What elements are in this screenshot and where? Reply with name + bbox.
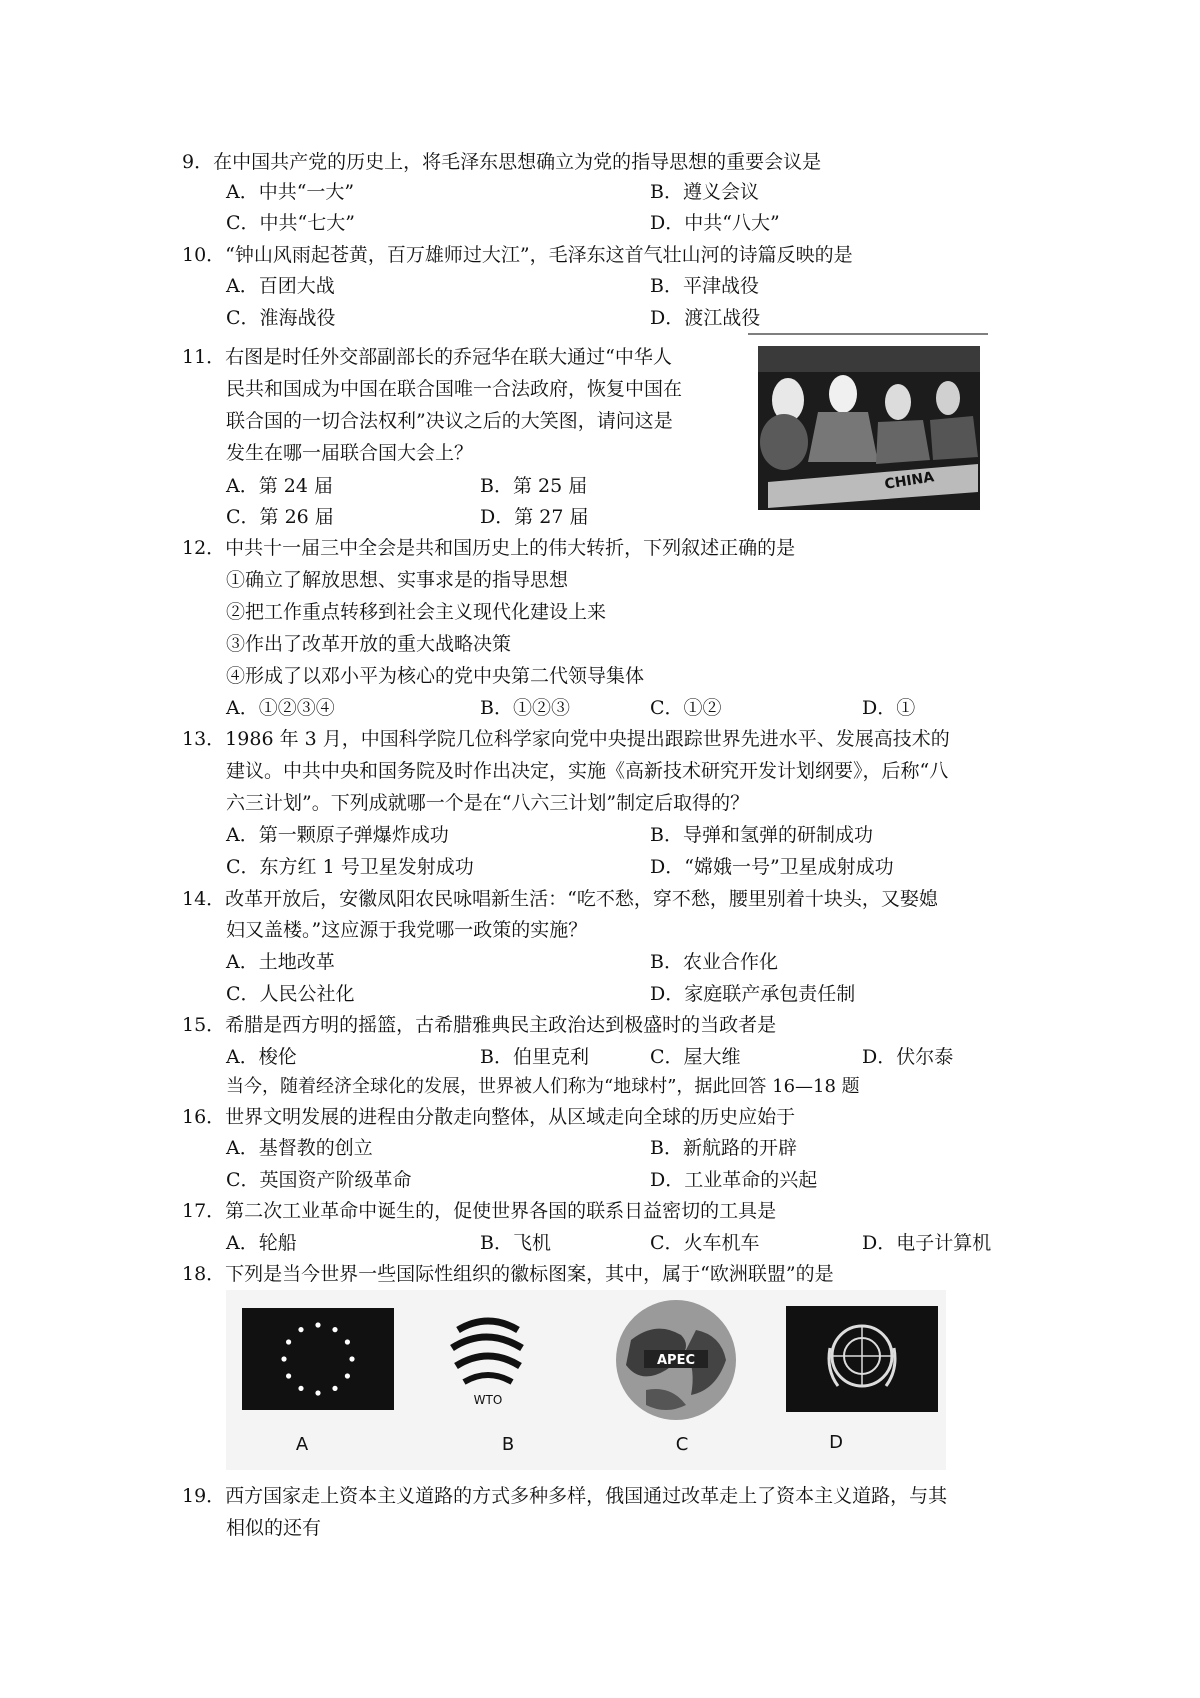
q18-stem: 18．下列是当今世界一些国际性组织的徽标图案，其中，属于“欧洲联盟”的是 (182, 1263, 834, 1285)
section-hint: 当今，随着经济全球化的发展，世界被人们称为“地球村”，据此回答 16—18 题 (226, 1076, 860, 1097)
q9-option-d: D．中共“八大” (650, 212, 780, 234)
q11-option-b: B．第 25 届 (480, 475, 588, 497)
eu-flag-icon (242, 1308, 394, 1410)
q11-stem-line3: 联合国的一切合法权利”决议之后的大笑图，请问这是 (226, 410, 673, 432)
q12-option-a: A．①②③④ (226, 697, 335, 719)
q18-label-d: D (829, 1432, 843, 1453)
apec-globe-icon (616, 1300, 736, 1420)
q15-option-d: D．伏尔泰 (862, 1046, 954, 1068)
eu-star-icon (315, 1322, 320, 1327)
q16-option-d: D．工业革命的兴起 (650, 1169, 818, 1191)
q11-stem-line2: 民共和国成为中国在联合国唯一合法政府，恢复中国在 (226, 378, 683, 400)
eu-star-icon (286, 1373, 291, 1378)
q13-stem-line2: 建议。中共中央和国务院及时作出决定，实施《高新技术研究开发计划纲要》，后称“八 (226, 760, 949, 782)
eu-star-icon (315, 1390, 320, 1395)
eu-star-icon (286, 1339, 291, 1344)
q19-stem-line2: 相似的还有 (226, 1517, 322, 1539)
q15-stem: 15．希腊是西方明的摇篮，古希腊雅典民主政治达到极盛时的当政者是 (182, 1014, 777, 1036)
q14-option-c: C．人民公社化 (226, 983, 355, 1005)
q17-option-b: B．飞机 (480, 1232, 551, 1254)
q13-option-b: B．导弹和氢弹的研制成功 (650, 824, 873, 846)
q9-option-c: C．中共“七大” (226, 212, 355, 234)
q12-statement-1: ①确立了解放思想、实事求是的指导思想 (226, 569, 569, 591)
eu-star-icon (298, 1327, 303, 1332)
q12-statement-2: ②把工作重点转移到社会主义现代化建设上来 (226, 601, 607, 623)
q17-option-d: D．电子计算机 (862, 1232, 992, 1254)
eu-star-icon (349, 1356, 354, 1361)
q9-option-a: A．中共“一大” (226, 181, 355, 203)
q12-stem: 12．中共十一届三中全会是共和国历史上的伟大转折，下列叙述正确的是 (182, 537, 796, 559)
eu-star-icon (332, 1327, 337, 1332)
eu-star-icon (345, 1373, 350, 1378)
wto-logo-text: WTO (473, 1393, 503, 1407)
eu-star-icon (281, 1356, 286, 1361)
q14-option-b: B．农业合作化 (650, 951, 778, 973)
q11-photo (748, 332, 988, 512)
q9-stem: 9．在中国共产党的历史上，将毛泽东思想确立为党的指导思想的重要会议是 (182, 151, 822, 173)
q19-stem-line1: 19．西方国家走上资本主义道路的方式多种多样，俄国通过改革走上了资本主义道路，与其 (182, 1485, 948, 1507)
q18-logo-figure (226, 1290, 946, 1470)
q18-label-b: B (501, 1434, 515, 1455)
q11-photo-sign-text: CHINA (883, 469, 936, 493)
q13-stem-line3: 六三计划”。下列成就哪一个是在“八六三计划”制定后取得的？ (226, 792, 750, 814)
q15-option-a: A．梭伦 (226, 1046, 297, 1068)
q16-option-a: A．基督教的创立 (226, 1137, 373, 1159)
q11-stem-line4: 发生在哪一届联合国大会上？ (226, 442, 474, 464)
q15-option-c: C．屋大维 (650, 1046, 741, 1068)
q10-option-b: B．平津战役 (650, 275, 759, 297)
q15-option-b: B．伯里克利 (480, 1046, 589, 1068)
q17-option-c: C．火车机车 (650, 1232, 760, 1254)
apec-logo-text: APEC (656, 1353, 696, 1368)
q10-stem: 10．“钟山风雨起苍黄，百万雄师过大江”，毛泽东这首气壮山河的诗篇反映的是 (182, 244, 853, 266)
q14-stem-line2: 妇又盖楼。”这应源于我党哪一政策的实施？ (226, 919, 588, 941)
q17-option-a: A．轮船 (226, 1232, 297, 1254)
q10-option-d: D．渡江战役 (650, 307, 761, 329)
q18-label-c: C (675, 1434, 689, 1455)
q12-option-d: D．① (862, 697, 916, 719)
eu-star-icon (345, 1339, 350, 1344)
q12-statement-3: ③作出了改革开放的重大战略决策 (226, 633, 512, 655)
q11-option-c: C．第 26 届 (226, 506, 334, 528)
q11-stem-line1: 11．右图是时任外交部副部长的乔冠华在联大通过“中华人 (182, 346, 672, 368)
un-flag-icon (786, 1306, 938, 1412)
q17-stem: 17．第二次工业革命中诞生的，促使世界各国的联系日益密切的工具是 (182, 1200, 777, 1222)
q13-option-a: A．第一颗原子弹爆炸成功 (226, 824, 449, 846)
q13-option-d: D．“嫦娥一号”卫星成射成功 (650, 856, 894, 878)
q13-option-c: C．东方红 1 号卫星发射成功 (226, 856, 474, 878)
q12-option-c: C．①② (650, 697, 722, 719)
q12-option-b: B．①②③ (480, 697, 570, 719)
q10-option-c: C．淮海战役 (226, 307, 336, 329)
q11-option-d: D．第 27 届 (480, 506, 589, 528)
q14-option-a: A．土地改革 (226, 951, 335, 973)
q11-option-a: A．第 24 届 (226, 475, 333, 497)
q14-stem-line1: 14．改革开放后，安徽凤阳农民咏唱新生活：“吃不愁，穿不愁，腰里别着十块头，又娶媳 (182, 888, 938, 910)
q9-option-b: B．遵义会议 (650, 181, 759, 203)
eu-star-icon (332, 1386, 337, 1391)
q18-label-a: A (295, 1434, 309, 1455)
q10-option-a: A．百团大战 (226, 275, 335, 297)
q16-option-c: C．英国资产阶级革命 (226, 1169, 412, 1191)
q12-statement-4: ④形成了以邓小平为核心的党中央第二代领导集体 (226, 665, 645, 687)
q13-stem-line1: 13．1986 年 3 月，中国科学院几位科学家向党中央提出跟踪世界先进水平、发展高技术的 (182, 728, 950, 750)
q16-option-b: B．新航路的开辟 (650, 1137, 797, 1159)
q14-option-d: D．家庭联产承包责任制 (650, 983, 856, 1005)
eu-star-icon (298, 1386, 303, 1391)
q16-stem: 16．世界文明发展的进程由分散走向整体，从区域走向全球的历史应始于 (182, 1106, 796, 1128)
